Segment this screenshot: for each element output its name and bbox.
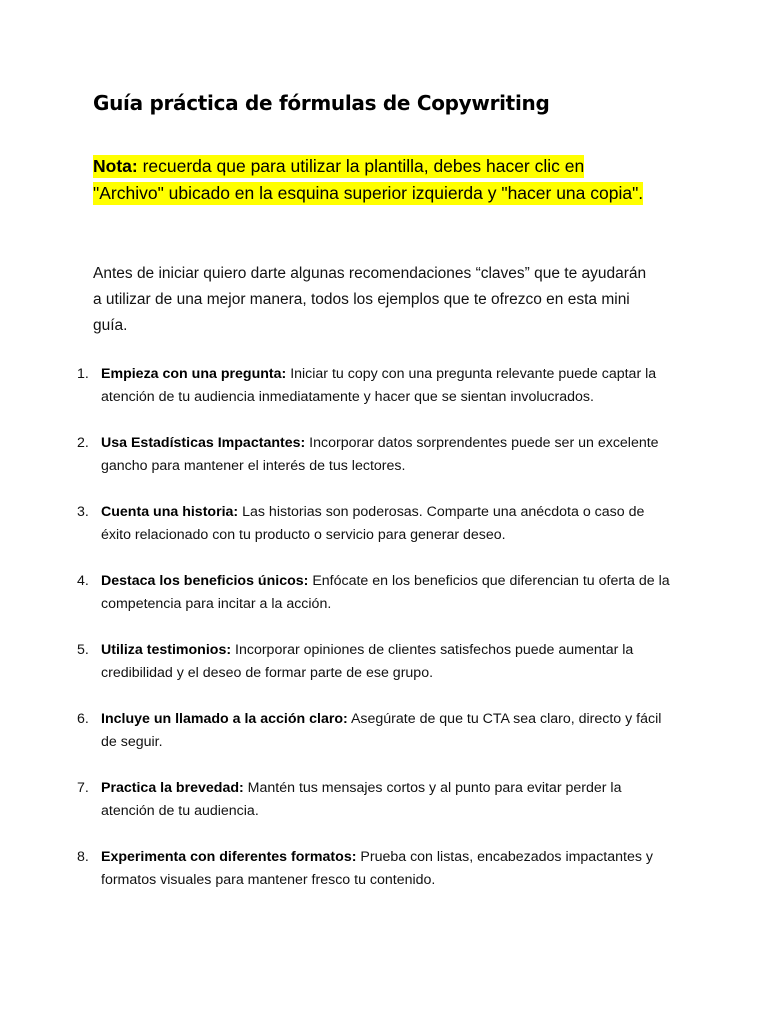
list-item <box>77 432 677 478</box>
note-text: recuerda que para utilizar la plantilla, debes hacer clic en "Archivo" ubicado en la esquina superior izquierda y "hacer una copia". <box>93 156 644 203</box>
list-item-text: Mantén tus mensajes cortos y al punto para evitar perder la atención de tu audiencia. <box>101 780 622 819</box>
list-item <box>77 570 677 616</box>
list-item-text: Iniciar tu copy con una pregunta relevante puede captar la atención de tu audiencia inmediatamente y hacer que se sientan involucrados. <box>101 366 657 405</box>
note-callout <box>93 153 653 207</box>
list-item-number: 5. <box>77 642 89 658</box>
list-item-number: 2. <box>77 435 89 451</box>
list-item-lead: Incluye un llamado a la acción claro: <box>101 711 348 727</box>
tips-list <box>77 363 677 915</box>
list-item-lead: Empieza con una pregunta: <box>101 366 287 382</box>
list-item-text: Incorporar opiniones de clientes satisfechos puede aumentar la credibilidad y el deseo de formar parte de ese grupo. <box>101 642 634 681</box>
list-item-text: Las historias son poderosas. Comparte una anécdota o caso de éxito relacionado con tu producto o servicio para generar deseo. <box>101 504 645 543</box>
list-item <box>77 639 677 685</box>
intro-paragraph: Antes de iniciar quiero darte algunas recomendaciones “claves” que te ayudarán a utilizar de una mejor manera, todos los ejemplos que te ofrezco en esta mini guía. <box>93 265 647 334</box>
list-item-lead: Practica la brevedad: <box>101 780 244 796</box>
list-item-lead: Usa Estadísticas Impactantes: <box>101 435 306 451</box>
list-item <box>77 708 677 754</box>
list-item <box>77 777 677 823</box>
page-title: Guía práctica de fórmulas de Copywriting <box>93 91 550 115</box>
list-item-number: 8. <box>77 849 89 865</box>
list-item-lead: Experimenta con diferentes formatos: <box>101 849 357 865</box>
list-item <box>77 363 677 409</box>
note-highlight <box>93 155 643 205</box>
list-item-lead: Cuenta una historia: <box>101 504 239 520</box>
note-label: Nota: <box>93 156 138 176</box>
list-item-lead: Destaca los beneficios únicos: <box>101 573 309 589</box>
list-item-number: 6. <box>77 711 89 727</box>
list-item-number: 3. <box>77 504 89 520</box>
list-item-lead: Utiliza testimonios: <box>101 642 232 658</box>
list-item-text: Asegúrate de que tu CTA sea claro, directo y fácil de seguir. <box>101 711 662 750</box>
list-item <box>77 501 677 547</box>
list-item-text: Incorporar datos sorprendentes puede ser un excelente gancho para mantener el interés de tus lectores. <box>101 435 659 474</box>
list-item-number: 7. <box>77 780 89 796</box>
list-item-text: Enfócate en los beneficios que diferencian tu oferta de la competencia para incitar a la acción. <box>101 573 670 612</box>
list-item <box>77 846 677 892</box>
list-item-text: Prueba con listas, encabezados impactantes y formatos visuales para mantener fresco tu contenido. <box>101 849 653 888</box>
list-item-number: 4. <box>77 573 89 589</box>
list-item-number: 1. <box>77 366 89 382</box>
